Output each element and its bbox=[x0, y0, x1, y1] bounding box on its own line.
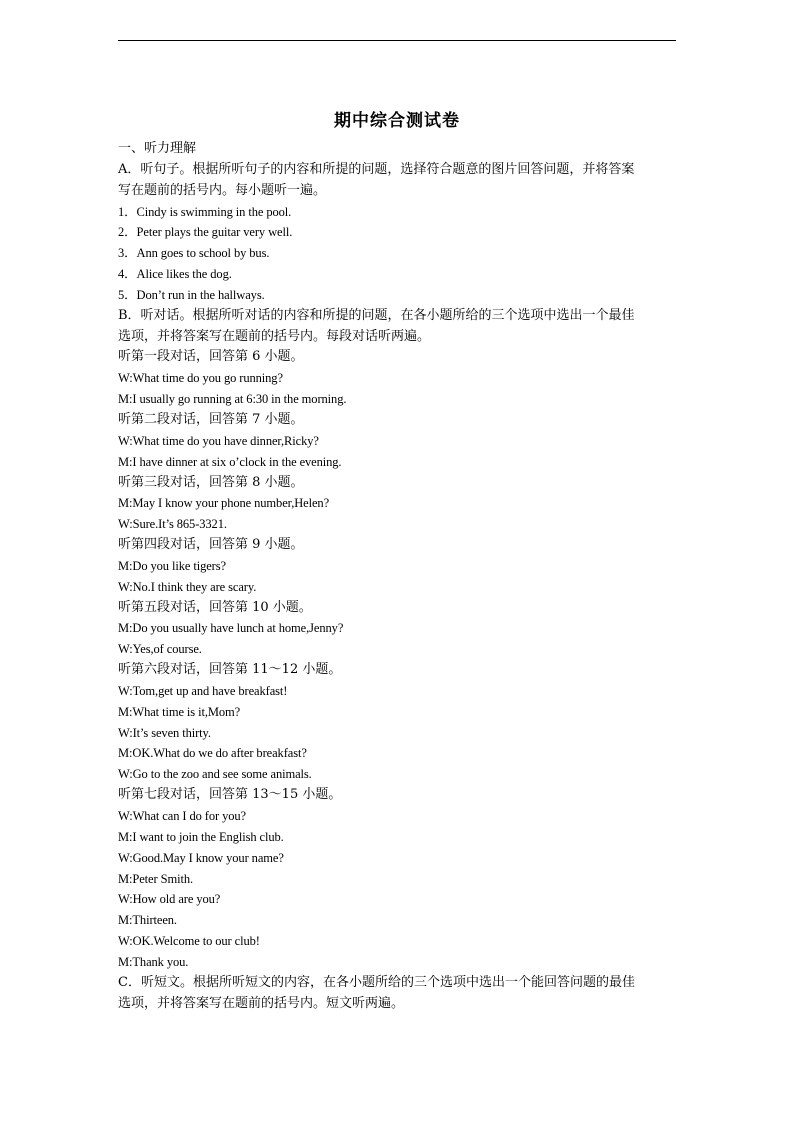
dialogue-line: M:I usually go running at 6:30 in the morning. bbox=[118, 392, 347, 407]
dialogue-heading: 听第四段对话，回答第 9 小题。 bbox=[118, 537, 304, 553]
dialogue-heading: 听第三段对话，回答第 8 小题。 bbox=[118, 474, 304, 490]
dialogue-heading: 听第五段对话，回答第 10 小题。 bbox=[118, 599, 312, 615]
dialogue-line: W:Sure.It’s 865-3321. bbox=[118, 517, 227, 532]
dialogue-heading: 听第二段对话，回答第 7 小题。 bbox=[118, 411, 304, 427]
question-line: 4．Alice likes the dog. bbox=[118, 267, 232, 282]
dialogue-line: M:May I know your phone number,Helen? bbox=[118, 496, 330, 511]
dialogue-line: W:OK.Welcome to our club! bbox=[118, 934, 260, 949]
instruction-line: C．听短文。根据所听短文的内容，在各小题所给的三个选项中选出一个能回答问题的最佳 bbox=[118, 974, 635, 990]
question-line: 3．Ann goes to school by bus. bbox=[118, 246, 270, 261]
dialogue-line: W:It’s seven thirty. bbox=[118, 725, 211, 740]
dialogue-line: M:OK.What do we do after breakfast? bbox=[118, 746, 307, 761]
dialogue-line: M:I have dinner at six o’clock in the evening. bbox=[118, 454, 342, 469]
section-heading: 一、听力理解 bbox=[118, 141, 197, 156]
dialogue-line: M:I want to join the English club. bbox=[118, 829, 284, 844]
instruction-line: B．听对话。根据所听对话的内容和所提的问题，在各小题所给的三个选项中选出一个最佳 bbox=[118, 307, 635, 323]
dialogue-line: M:Thirteen. bbox=[118, 913, 177, 928]
dialogue-line: W:Tom,get up and have breakfast! bbox=[118, 683, 288, 698]
dialogue-line: M:What time is it,Mom? bbox=[118, 704, 241, 719]
dialogue-line: W:Go to the zoo and see some animals. bbox=[118, 767, 312, 782]
dialogue-line: W:What can I do for you? bbox=[118, 809, 246, 823]
instruction-line: 选项，并将答案写在题前的括号内。短文听两遍。 bbox=[118, 995, 405, 1011]
dialogue-line: W:What time do you have dinner,Ricky? bbox=[118, 433, 319, 448]
dialogue-line: W:What time do you go running? bbox=[118, 371, 283, 386]
dialogue-line: M:Thank you. bbox=[118, 954, 189, 969]
document-body bbox=[118, 139, 678, 1014]
dialogue-line: W:Good.May I know your name? bbox=[118, 850, 284, 865]
dialogue-heading: 听第六段对话，回答第 11～12 小题。 bbox=[118, 662, 342, 678]
instruction-line: 写在题前的括号内。每小题听一遍。 bbox=[118, 182, 327, 198]
header-rule bbox=[118, 40, 676, 41]
question-line: 2．Peter plays the guitar very well. bbox=[118, 225, 293, 240]
dialogue-line: M:Peter Smith. bbox=[118, 871, 193, 886]
instruction-line: 选项，并将答案写在题前的括号内。每段对话听两遍。 bbox=[118, 328, 431, 344]
page-title: 期中综合测试卷 bbox=[334, 111, 460, 131]
question-line: 1．Cindy is swimming in the pool. bbox=[118, 204, 292, 219]
dialogue-line: M:Do you usually have lunch at home,Jenny? bbox=[118, 621, 344, 636]
dialogue-line: W:No.I think they are scary. bbox=[118, 579, 257, 594]
dialogue-heading: 听第一段对话，回答第 6 小题。 bbox=[118, 349, 304, 365]
dialogue-line: W:Yes,of course. bbox=[118, 642, 202, 657]
dialogue-line: W:How old are you? bbox=[118, 892, 221, 907]
dialogue-line: M:Do you like tigers? bbox=[118, 558, 226, 573]
dialogue-heading: 听第七段对话，回答第 13～15 小题。 bbox=[118, 787, 342, 803]
instruction-line: A．听句子。根据所听句子的内容和所提的问题，选择符合题意的图片回答问题，并将答案 bbox=[118, 161, 635, 177]
question-line: 5．Don’t run in the hallways. bbox=[118, 287, 265, 302]
